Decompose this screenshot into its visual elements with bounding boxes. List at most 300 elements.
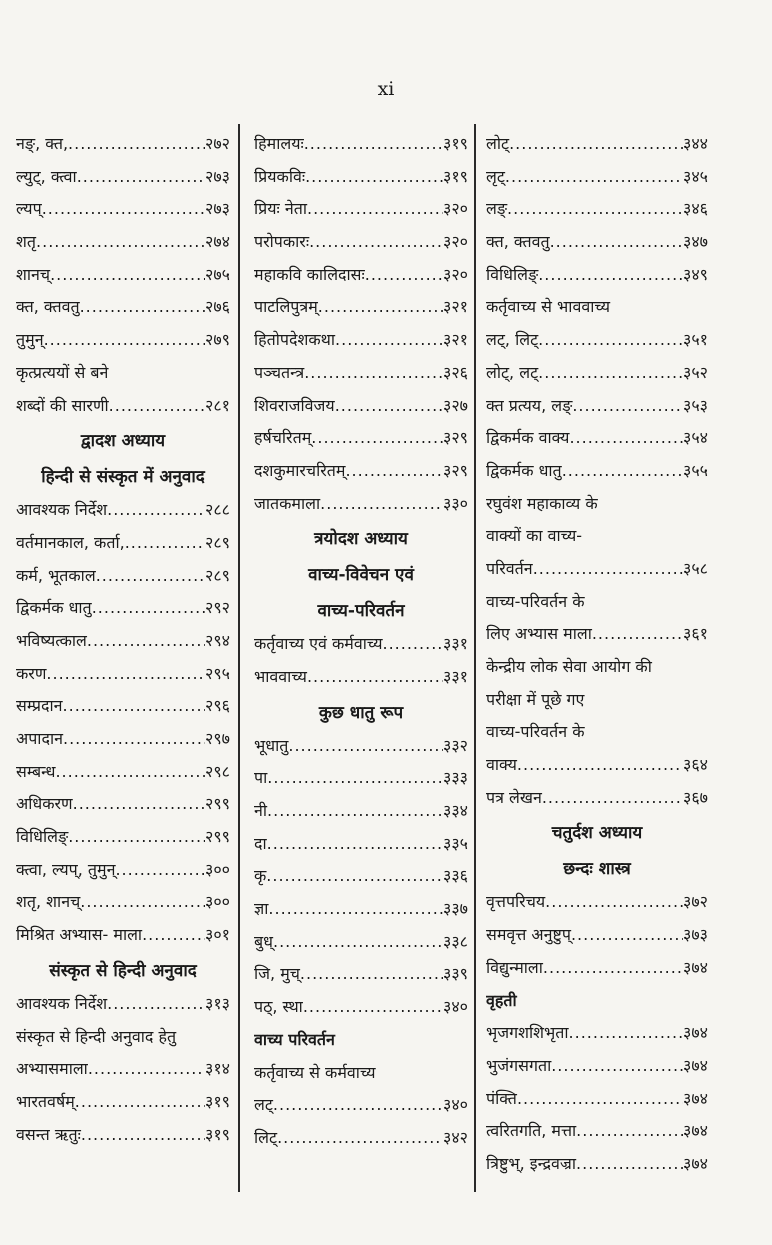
entry-title: क्त प्रत्यय, लङ् [486, 395, 573, 415]
entry-title: रघुवंश महाकाव्य के [486, 493, 598, 513]
page-ref: ३३१ [443, 634, 468, 654]
leader-dots [517, 1083, 683, 1116]
toc-entry [16, 259, 230, 292]
entry-title: वाच्य-विवेचन एवं [308, 565, 414, 586]
toc-entry [486, 161, 708, 194]
page-ref: २७६ [205, 297, 230, 317]
toc-entry [486, 1083, 708, 1116]
entry-title: वसन्त ऋतुः [16, 1124, 81, 1144]
entry-title: शानच् [16, 264, 51, 284]
toc-entry [16, 1086, 230, 1119]
leader-dots [44, 324, 205, 357]
toc-column-2 [254, 128, 468, 1155]
toc-entry [16, 1053, 230, 1086]
toc-text [486, 488, 708, 521]
leader-dots [335, 324, 443, 357]
entry-title: वाच्य परिवर्तन [254, 1029, 335, 1049]
leader-dots [87, 625, 205, 658]
page-ref: ३७४ [683, 957, 708, 977]
page-ref: ३२० [443, 264, 468, 284]
entry-title: क्त्वा, ल्यप्, तुमुन् [16, 859, 116, 879]
leader-dots [305, 161, 443, 194]
toc-entry [254, 390, 468, 423]
toc-text [486, 651, 708, 684]
section-heading [254, 1024, 468, 1057]
entry-title: वाच्य-परिवर्तन के [486, 722, 585, 742]
page-ref: ३३० [443, 493, 468, 513]
entry-title: नङ्, क्त, [16, 134, 69, 153]
entry-title: बुध् [254, 931, 273, 951]
leader-dots [307, 661, 443, 694]
page-ref: ३१९ [205, 1124, 230, 1144]
chapter-heading [16, 458, 230, 494]
leader-dots [576, 1148, 683, 1181]
leader-dots [300, 958, 443, 991]
toc-entry [254, 324, 468, 357]
leader-dots [107, 988, 205, 1021]
page-ref: ३४४ [683, 134, 708, 153]
page-ref: ३०० [205, 859, 230, 879]
page-ref: ३४२ [443, 1127, 468, 1147]
page-ref: ३२६ [443, 362, 468, 382]
page-ref: ३७२ [683, 892, 708, 912]
entry-title: विधिलिङ् [16, 827, 69, 847]
entry-title: वाच्य-परिवर्तन [317, 601, 405, 622]
leader-dots [92, 592, 205, 625]
toc-entry [254, 422, 468, 455]
toc-entry [486, 919, 708, 952]
page-ref: २९७ [205, 729, 230, 748]
toc-entry [486, 553, 708, 586]
entry-title: विद्युन्माला [486, 957, 543, 977]
page-ref: ३७४ [683, 1088, 708, 1108]
toc-entry [16, 625, 230, 658]
entry-title: समवृत्त अनुष्टुप् [486, 925, 571, 945]
entry-title: लिट् [254, 1127, 278, 1147]
leader-dots [63, 690, 205, 723]
leader-dots [569, 1017, 683, 1050]
page-ref: २७३ [205, 166, 230, 186]
toc-entry [254, 958, 468, 991]
leader-dots [267, 762, 443, 795]
toc-entry [16, 886, 230, 919]
page-ref: ३७३ [683, 925, 708, 945]
leader-dots [266, 860, 443, 893]
page-ref: ३४० [443, 1095, 468, 1115]
toc-entry [486, 886, 708, 919]
page-ref: ३२० [443, 199, 468, 219]
toc-entry [254, 628, 468, 661]
leader-dots [73, 788, 205, 821]
page-ref: ३१९ [443, 166, 468, 186]
leader-dots [572, 390, 683, 423]
entry-title: कृत्प्रत्ययों से बने [16, 362, 109, 382]
section-heading [486, 985, 708, 1018]
entry-title: कर्तृवाच्य से कर्मवाच्य [254, 1062, 376, 1082]
toc-entry [486, 782, 708, 815]
leader-dots [365, 259, 443, 292]
toc-entry [254, 357, 468, 390]
entry-title: भाववाच्य [254, 666, 307, 686]
page-ref: २८९ [205, 532, 230, 552]
toc-entry [254, 488, 468, 521]
entry-title: प्रियकविः [254, 166, 306, 186]
entry-title: पंक्ति [486, 1088, 517, 1108]
leader-dots [273, 926, 443, 959]
page-ref: ३२० [443, 232, 468, 252]
entry-title: लङ् [486, 199, 508, 219]
toc-entry [16, 756, 230, 789]
page-ref: ३५५ [683, 460, 708, 480]
toc-text [486, 520, 708, 553]
entry-title: हिन्दी से संस्कृत में अनुवाद [41, 467, 205, 488]
leader-dots [68, 821, 205, 854]
entry-title: आवश्यक निर्देश [16, 500, 108, 520]
entry-title: वृत्तपरिचय [486, 892, 546, 912]
page-ref: ३५२ [683, 362, 708, 382]
page-ref: ३६४ [683, 755, 708, 775]
entry-title: आवश्यक निर्देश [16, 993, 108, 1013]
leader-dots [517, 749, 683, 782]
page-ref: ३४० [443, 997, 468, 1017]
entry-title: लोट् [486, 134, 510, 153]
page-ref: ३०० [205, 892, 230, 912]
entry-title: कर्तृवाच्य से भाववाच्य [486, 297, 610, 317]
page-ref: ३६७ [683, 787, 708, 807]
entry-title: ल्युट्, क्त्वा [16, 166, 77, 186]
page-ref: २७३ [205, 199, 230, 219]
entry-title: पठ्, स्था [254, 997, 303, 1017]
entry-title: त्वरितगति, मत्ता [486, 1121, 577, 1141]
toc-text [486, 716, 708, 749]
toc-entry [254, 991, 468, 1024]
page-ref: ३०१ [205, 925, 230, 945]
leader-dots [80, 291, 205, 324]
toc-entry [16, 193, 230, 226]
toc-entry [486, 324, 708, 357]
entry-title: प्रियः नेता [254, 199, 307, 219]
entry-title: सम्बन्ध [16, 761, 56, 781]
toc-entry [486, 422, 708, 455]
entry-title: पाटलिपुत्रम् [254, 297, 318, 317]
entry-title: चतुर्दश अध्याय [551, 823, 643, 844]
entry-title: कुछ धातु रूप [318, 702, 404, 723]
toc-entry [16, 527, 230, 560]
toc-text [254, 1057, 468, 1090]
entry-title: वाक्य [486, 755, 517, 775]
leader-dots [63, 723, 205, 756]
toc-entry [16, 988, 230, 1021]
page-ref: ३७४ [683, 1121, 708, 1141]
page-ref: ३१४ [205, 1059, 230, 1079]
entry-title: लिए अभ्यास माला [486, 624, 592, 644]
toc-entry [16, 291, 230, 324]
page-ref: ३१३ [205, 993, 230, 1013]
entry-title: परोपकारः [254, 232, 310, 252]
toc-text [486, 684, 708, 717]
page-ref: २७४ [205, 232, 230, 252]
entry-title: द्विकर्मक धातु [486, 460, 562, 480]
page-ref: ३३३ [443, 768, 468, 788]
leader-dots [50, 259, 205, 292]
leader-dots [545, 886, 683, 919]
chapter-heading [254, 556, 468, 592]
entry-title: द्विकर्मक धातु [16, 598, 92, 618]
leader-dots [318, 291, 443, 324]
leader-dots [277, 1122, 443, 1155]
toc-entry [254, 795, 468, 828]
entry-title: वर्तमानकाल, कर्ता, [16, 532, 125, 552]
entry-title: शिवराजविजय [254, 395, 335, 415]
entry-title: भूधातु [254, 735, 289, 755]
page-ref: ३३५ [443, 833, 468, 853]
chapter-heading [254, 592, 468, 628]
entry-title: क्त, क्तवतु [16, 297, 80, 317]
page-ref: २७२ [205, 134, 230, 153]
entry-title: हितोपदेशकथा [254, 330, 336, 350]
page-ref: २७५ [205, 264, 230, 284]
entry-title: जि, मुच् [254, 964, 300, 984]
leader-dots [75, 1086, 205, 1119]
leader-dots [42, 193, 205, 226]
toc-entry [486, 357, 708, 390]
leader-dots [569, 422, 683, 455]
leader-dots [77, 161, 205, 194]
leader-dots [562, 455, 683, 488]
toc-column-1 [16, 128, 230, 1151]
page-ref: ३३४ [443, 801, 468, 820]
leader-dots [267, 795, 443, 828]
leader-dots [268, 893, 443, 926]
chapter-heading [16, 952, 230, 988]
page-ref: ३५८ [683, 558, 708, 578]
entry-title: त्रयोदश अध्याय [314, 529, 408, 550]
leader-dots [538, 259, 683, 292]
entry-title: केन्द्रीय लोक सेवा आयोग की [486, 657, 652, 676]
toc-entry [16, 390, 230, 423]
leader-dots [542, 782, 683, 815]
leader-dots [304, 128, 443, 161]
entry-title: शब्दों की सारणी [16, 395, 109, 415]
leader-dots [273, 1089, 443, 1122]
page-ref: ३७४ [683, 1023, 708, 1043]
chapter-heading [254, 520, 468, 556]
leader-dots [538, 324, 683, 357]
entry-title: मिश्रित अभ्यास- माला [16, 925, 143, 945]
toc-entry [486, 749, 708, 782]
page-ref: २८१ [205, 395, 230, 415]
page-ref: ३५३ [683, 395, 708, 415]
page-ref: ३४५ [683, 166, 708, 186]
page-ref: ३४६ [683, 199, 708, 219]
toc-entry [254, 291, 468, 324]
page-ref: २८८ [205, 500, 230, 520]
entry-title: कर्तृवाच्य एवं कर्मवाच्य [254, 634, 383, 654]
page-ref: ३३७ [443, 899, 468, 919]
entry-title: लट् [254, 1095, 273, 1115]
entry-title: नी [254, 801, 268, 820]
toc-text [16, 1021, 230, 1054]
toc-entry [254, 193, 468, 226]
entry-title: भृजगशशिभृता [486, 1023, 569, 1043]
page-ref: ३७४ [683, 1153, 708, 1173]
entry-title: तुमुन् [16, 330, 44, 350]
toc-entry [16, 658, 230, 691]
leader-dots [109, 390, 205, 423]
leader-dots [46, 658, 205, 691]
leader-dots [505, 161, 683, 194]
leader-dots [107, 494, 205, 527]
page-ref: २९६ [205, 696, 230, 716]
toc-entry [16, 226, 230, 259]
toc-entry [486, 1017, 708, 1050]
entry-title: अपादान [16, 729, 63, 748]
page-ref: ३१९ [205, 1091, 230, 1111]
entry-title: शतृ [16, 232, 37, 252]
toc-entry [16, 592, 230, 625]
leader-dots [509, 128, 683, 161]
leader-dots [142, 919, 205, 952]
page-ref: २९२ [205, 598, 230, 618]
toc-entry [254, 161, 468, 194]
entry-title: द्वादश अध्याय [80, 431, 166, 452]
page-ref: ३५१ [683, 330, 708, 350]
entry-title: भुजंगसगता [486, 1055, 552, 1075]
entry-title: पा [254, 768, 268, 788]
page-ref: ३२९ [443, 460, 468, 480]
page-ref: ३७४ [683, 1055, 708, 1075]
leader-dots [383, 628, 444, 661]
page-ref: ३६१ [683, 624, 708, 644]
toc-column-3 [486, 128, 708, 1181]
leader-dots [576, 1115, 683, 1148]
entry-title: कर्म, भूतकाल [16, 565, 96, 585]
entry-title: ज्ञा [254, 899, 269, 919]
toc-entry [486, 390, 708, 423]
toc-entry [486, 618, 708, 651]
leader-dots [304, 357, 443, 390]
toc-entry [16, 788, 230, 821]
toc-entry [254, 259, 468, 292]
leader-dots [507, 193, 683, 226]
page-ref: ३३६ [443, 866, 468, 886]
chapter-heading [254, 694, 468, 730]
toc-entry [254, 661, 468, 694]
toc-entry [16, 690, 230, 723]
entry-title: त्रिष्टुभ्, इन्द्रवज्रा [486, 1153, 577, 1173]
page-ref: ३५४ [683, 428, 708, 448]
leader-dots [571, 919, 683, 952]
entry-title: लोट्, लट् [486, 362, 539, 382]
leader-dots [543, 952, 683, 985]
entry-title: हिमालयः [254, 134, 304, 153]
entry-title: पञ्चतन्त्र [254, 362, 305, 382]
leader-dots [309, 226, 443, 259]
toc-entry [486, 952, 708, 985]
entry-title: क्त, क्तवतु [486, 232, 550, 252]
toc-entry [486, 128, 708, 161]
page-ref: २७९ [205, 330, 230, 350]
leader-dots [115, 854, 205, 887]
toc-entry [486, 226, 708, 259]
toc-entry [486, 1115, 708, 1148]
toc-entry [254, 1089, 468, 1122]
toc-entry [16, 560, 230, 593]
entry-title: महाकवि कालिदासः [254, 264, 365, 284]
entry-title: अभ्यासमाला [16, 1059, 88, 1079]
leader-dots [36, 226, 205, 259]
leader-dots [592, 618, 683, 651]
page-ref: २९९ [205, 794, 230, 814]
entry-title: परीक्षा में पूछे गए [486, 689, 585, 709]
entry-title: द्विकर्मक वाक्य [486, 428, 570, 448]
leader-dots [551, 1050, 683, 1083]
toc-entry [16, 854, 230, 887]
entry-title: सम्प्रदान [16, 696, 63, 716]
page-ref: ३३९ [443, 964, 468, 984]
toc-entry [254, 893, 468, 926]
toc-entry [16, 161, 230, 194]
column-divider [474, 124, 476, 1192]
page-ref: ३४९ [683, 264, 708, 284]
entry-title: दशकुमारचरितम् [254, 460, 346, 480]
toc-entry [16, 1119, 230, 1152]
leader-dots [267, 828, 443, 861]
toc-entry [16, 919, 230, 952]
entry-title: हर्षचरितम् [254, 428, 312, 448]
toc-entry [254, 226, 468, 259]
entry-title: लट्, लिट् [486, 330, 539, 350]
toc-text [16, 357, 230, 390]
entry-title: वृहती [486, 990, 517, 1010]
page-ref: ३३२ [443, 735, 468, 755]
page-ref: ३४७ [683, 232, 708, 252]
leader-dots [538, 357, 683, 390]
page-ref: ३२१ [443, 297, 468, 317]
toc-entry [254, 762, 468, 795]
entry-title: संस्कृत से हिन्दी अनुवाद [49, 960, 197, 981]
column-divider [238, 124, 240, 1192]
page-ref: ३२९ [443, 428, 468, 448]
page-ref: ३१९ [443, 134, 468, 153]
toc-entry [16, 128, 230, 161]
leader-dots [320, 488, 443, 521]
toc-entry [486, 455, 708, 488]
entry-title: दा [254, 833, 267, 853]
leader-dots [88, 1053, 205, 1086]
page-ref: २९९ [205, 827, 230, 847]
leader-dots [55, 756, 205, 789]
page-ref: २९४ [205, 630, 230, 650]
entry-title: लृट् [486, 166, 505, 186]
leader-dots [533, 553, 683, 586]
entry-title: विधिलिङ् [486, 264, 539, 284]
leader-dots [311, 422, 443, 455]
toc-entry [254, 128, 468, 161]
toc-entry [254, 926, 468, 959]
toc-entry [254, 860, 468, 893]
entry-title: अधिकरण [16, 794, 73, 814]
entry-title: शतृ, शानच् [16, 892, 81, 912]
chapter-heading [486, 850, 708, 886]
toc-text [486, 586, 708, 619]
entry-title: करण [16, 663, 47, 683]
page-ref: २९८ [205, 761, 230, 781]
toc-entry [486, 1148, 708, 1181]
toc-entry [16, 723, 230, 756]
entry-title: छन्दः शास्त्र [563, 859, 631, 880]
leader-dots [345, 455, 443, 488]
